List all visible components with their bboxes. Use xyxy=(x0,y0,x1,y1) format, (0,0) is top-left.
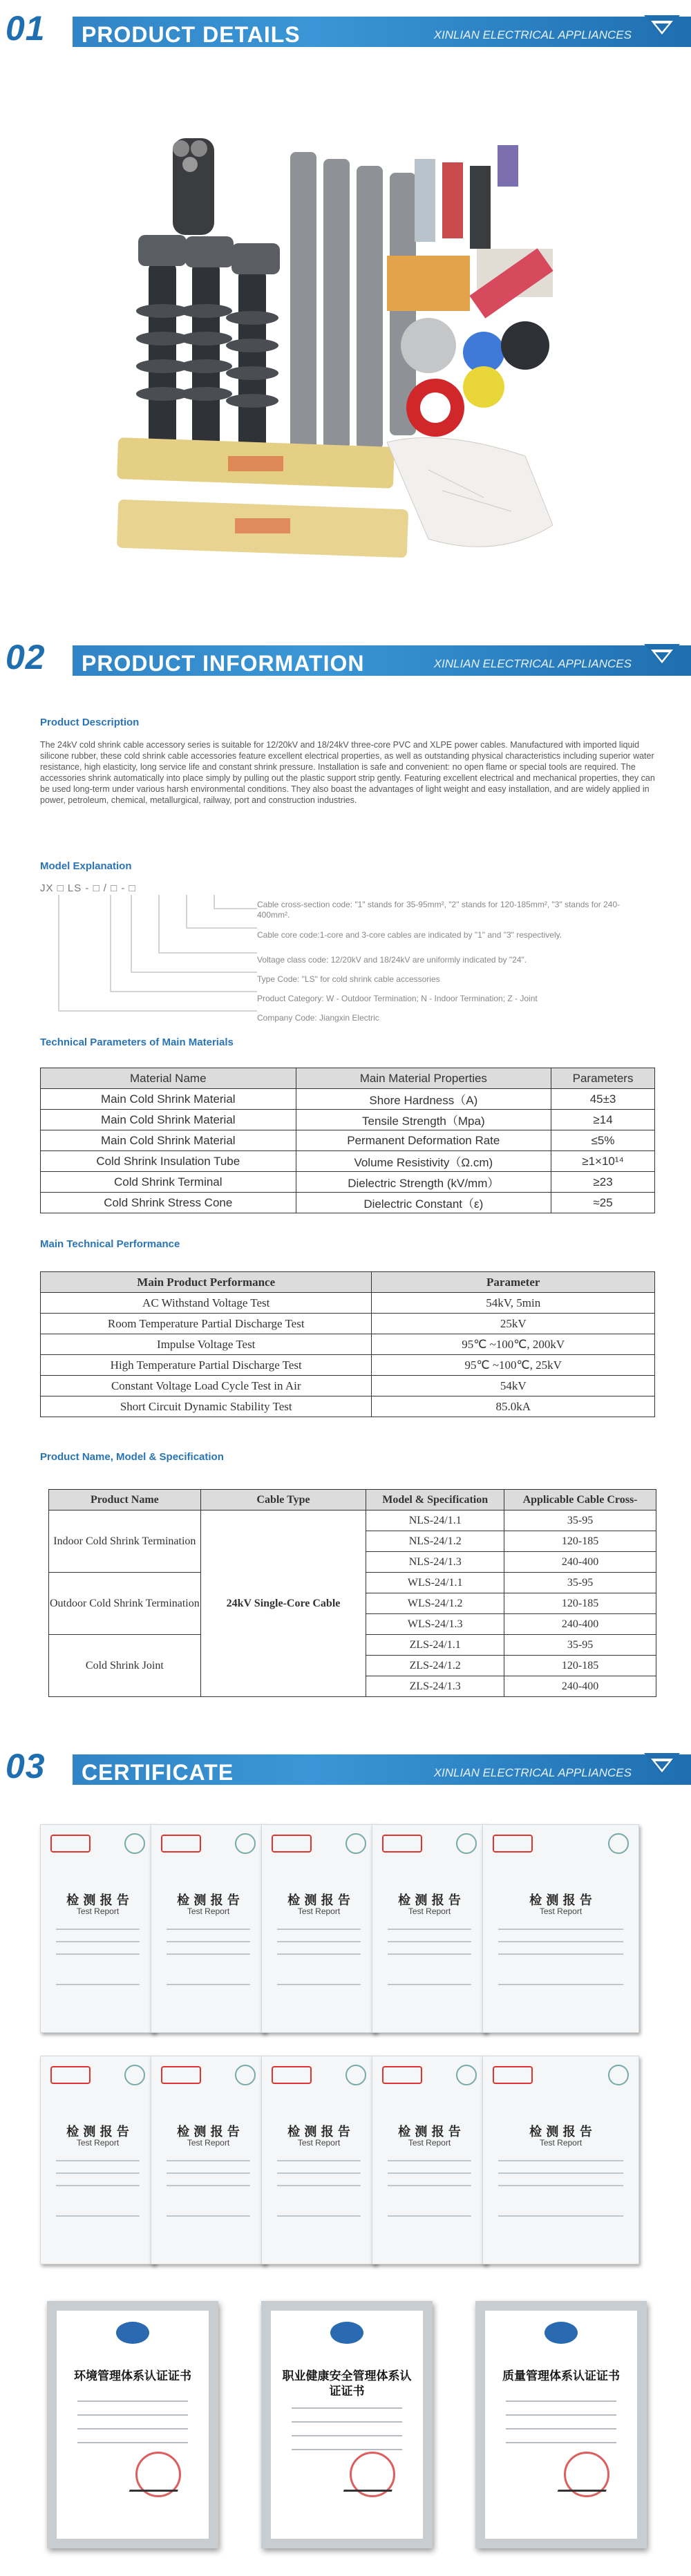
table-row: NLS-24/1.2 120-185 xyxy=(49,1531,656,1552)
table-row: Outdoor Cold Shrink Termination WLS-24/1.1 35-95 xyxy=(49,1573,656,1593)
certificate-title: 质量管理体系认证证书 xyxy=(502,2369,620,2383)
ilac-logo xyxy=(346,1833,366,1854)
cqc-logo xyxy=(116,2322,149,2344)
product-name-cell: Outdoor Cold Shrink Termination xyxy=(49,1573,201,1635)
table-row: AC Withstand Voltage Test 54kV, 5min xyxy=(41,1293,655,1314)
test-report-certificate: 检 测 报 告 Test Report xyxy=(40,2056,155,2264)
ilac-logo xyxy=(456,2065,477,2085)
product-name-cell: Indoor Cold Shrink Termination xyxy=(49,1510,201,1573)
spec-table xyxy=(48,1489,656,1697)
tech-params-heading: Technical Parameters of Main Materials xyxy=(40,1036,234,1048)
test-report-certificate: 检 测 报 告 Test Report xyxy=(372,2056,487,2264)
signature xyxy=(129,2472,185,2492)
model-note-voltage: Voltage class code: 12/20kV and 18/24kV are uniformly indicated by "24". xyxy=(257,955,527,965)
table-header: Main Material Properties xyxy=(296,1068,551,1089)
model-note-core: Cable core code:1-core and 3-core cables are indicated by "1" and "3" respectively. xyxy=(257,930,562,940)
ilac-logo xyxy=(346,2065,366,2085)
table-header: Product Name xyxy=(49,1490,201,1510)
section-subtitle: XINLIAN ELECTRICAL APPLIANCES xyxy=(433,28,632,41)
certificate-title: 环境管理体系认证证书 xyxy=(74,2369,191,2383)
test-report-certificate: 检 测 报 告 Test Report xyxy=(482,1824,639,2033)
lab-logo xyxy=(50,1835,91,1853)
table-row: Cold Shrink Insulation Tube Volume Resistivity（Ω.cm) ≥1×10¹⁴ xyxy=(41,1151,655,1172)
model-explanation-heading: Model Explanation xyxy=(40,860,132,872)
termination-kits xyxy=(136,138,280,477)
chevron-down-icon xyxy=(643,643,681,679)
model-note-company: Company Code: Jiangxin Electric xyxy=(257,1013,379,1023)
test-report-certificate: 检 测 报 告 Test Report xyxy=(151,1824,266,2033)
lab-logo xyxy=(493,1835,533,1853)
table-row: Cold Shrink Terminal Dielectric Strength (kV/mm） ≥23 xyxy=(41,1172,655,1193)
table-row: Impulse Voltage Test 95℃ ~100℃, 200kV xyxy=(41,1334,655,1355)
main-performance-heading: Main Technical Performance xyxy=(40,1238,180,1250)
section-banner-certificate xyxy=(0,1745,691,1794)
table-row: Short Circuit Dynamic Stability Test 85.0kA xyxy=(41,1396,655,1417)
section-subtitle: XINLIAN ELECTRICAL APPLIANCES xyxy=(433,1766,632,1779)
table-row: NLS-24/1.3 240-400 xyxy=(49,1552,656,1573)
spec-heading: Product Name, Model & Specification xyxy=(40,1451,224,1463)
lab-logo xyxy=(161,1835,201,1853)
model-note-category: Product Category: W - Outdoor Termination; N - Indoor Termination; Z - Joint xyxy=(257,994,538,1003)
signature xyxy=(343,2472,399,2492)
table-row: ZLS-24/1.2 120-185 xyxy=(49,1656,656,1676)
table-row: Room Temperature Partial Discharge Test 25kV xyxy=(41,1314,655,1334)
product-description-heading: Product Description xyxy=(40,717,140,728)
tech-params-table xyxy=(40,1068,655,1213)
model-note-type: Type Code: "LS" for cold shrink cable accessories xyxy=(257,974,440,984)
model-note-cross-section: Cable cross-section code: "1" stands for 35-95mm², "2" stands for 120-185mm², "3" stands for 240-400mm². xyxy=(257,900,621,920)
table-row: WLS-24/1.2 120-185 xyxy=(49,1593,656,1614)
section-banner-details xyxy=(0,7,691,57)
test-report-certificate: 检 测 报 告 Test Report xyxy=(151,2056,266,2264)
table-row: ZLS-24/1.3 240-400 xyxy=(49,1676,656,1697)
occupational-health-certificate xyxy=(261,2301,433,2548)
chevron-down-icon xyxy=(643,1752,681,1788)
ilac-logo xyxy=(235,2065,256,2085)
certificate-title: 职业健康安全管理体系认证证书 xyxy=(282,2369,412,2398)
table-header: Cable Type xyxy=(200,1490,366,1510)
section-number: 02 xyxy=(6,638,46,676)
table-row: WLS-24/1.3 240-400 xyxy=(49,1614,656,1635)
lab-logo xyxy=(161,2066,201,2084)
table-row: Main Cold Shrink Material Tensile Strength（Mpa) ≥14 xyxy=(41,1110,655,1130)
product-description-text: The 24kV cold shrink cable accessory series is suitable for 12/20kV and 18/24kV three-core PVC and XLPE power cables. Manufactured with imported liquid silicone rubber, these cold shrink cable accessories feature excellent electrical properties, as well as outstanding physical characteristics including superior water resistance, high elasticity, long service life and constant shrink pressure. Installation is safe and convenient: no open flame or special tools are required. The accessories shrink automatically into place simply by pulling out the plastic support strip gently. Featuring excellent electrical and mechanical properties, they can be used long-term under various harsh environmental conditions. They also boast the advantages of light weight and easy installation, and are widely applied in power, petroleum, chemical, metallurgical, railway, port and construction industries. xyxy=(40,740,655,805)
model-code: JX □ LS - □ / □ - □ xyxy=(40,882,136,894)
table-header: Main Product Performance xyxy=(41,1272,372,1293)
lab-logo xyxy=(493,2066,533,2084)
section-title: PRODUCT DETAILS xyxy=(82,22,301,47)
section-number: 03 xyxy=(6,1747,46,1786)
performance-table xyxy=(40,1271,655,1417)
lab-logo xyxy=(272,1835,312,1853)
table-header: Model & Specification xyxy=(366,1490,504,1510)
lab-logo xyxy=(50,2066,91,2084)
cqc-logo xyxy=(545,2322,578,2344)
model-connector-lines xyxy=(41,895,263,1026)
ilac-logo xyxy=(456,1833,477,1854)
table-header: Parameter xyxy=(372,1272,655,1293)
ilac-logo xyxy=(124,1833,145,1854)
section-title: PRODUCT INFORMATION xyxy=(82,651,365,676)
test-report-certificate: 检 测 报 告 Test Report xyxy=(261,2056,377,2264)
test-report-certificate: 检 测 报 告 Test Report xyxy=(482,2056,639,2264)
ilac-logo xyxy=(124,2065,145,2085)
table-header: Parameters xyxy=(551,1068,655,1089)
chevron-down-icon xyxy=(643,14,681,50)
table-header: Applicable Cable Cross- xyxy=(504,1490,656,1510)
section-banner-information xyxy=(0,636,691,685)
lab-logo xyxy=(272,2066,312,2084)
table-row: Indoor Cold Shrink Termination 24kV Single-Core Cable NLS-24/1.1 35-95 xyxy=(49,1510,656,1531)
cqc-logo xyxy=(330,2322,363,2344)
gloves xyxy=(387,437,553,547)
table-row: Constant Voltage Load Cycle Test in Air 54kV xyxy=(41,1376,655,1396)
cnas-logo xyxy=(608,1833,629,1854)
ilac-logo xyxy=(235,1833,256,1854)
product-name-cell: Cold Shrink Joint xyxy=(49,1635,201,1697)
section-title: CERTIFICATE xyxy=(82,1760,234,1785)
product-photo xyxy=(0,83,691,636)
cable-type-cell: 24kV Single-Core Cable xyxy=(200,1510,366,1697)
table-header: Material Name xyxy=(41,1068,296,1089)
environment-system-certificate xyxy=(47,2301,218,2548)
table-row: Cold Shrink Stress Cone Dielectric Constant（ε) ≈25 xyxy=(41,1193,655,1213)
signature xyxy=(558,2472,614,2492)
table-row: Main Cold Shrink Material Permanent Deformation Rate ≤5% xyxy=(41,1130,655,1151)
table-row: High Temperature Partial Discharge Test 95℃ ~100℃, 25kV xyxy=(41,1355,655,1376)
lab-logo xyxy=(382,1835,422,1853)
quality-system-certificate xyxy=(475,2301,647,2548)
lab-logo xyxy=(382,2066,422,2084)
table-row: Cold Shrink Joint ZLS-24/1.1 35-95 xyxy=(49,1635,656,1656)
accessory-bags xyxy=(117,437,408,558)
test-report-certificate: 检 测 报 告 Test Report xyxy=(40,1824,155,2033)
section-subtitle: XINLIAN ELECTRICAL APPLIANCES xyxy=(433,657,632,670)
cnas-logo xyxy=(608,2065,629,2085)
table-row: Main Cold Shrink Material Shore Hardness（A) 45±3 xyxy=(41,1089,655,1110)
test-report-certificate: 检 测 报 告 Test Report xyxy=(372,1824,487,2033)
test-report-certificate: 检 测 报 告 Test Report xyxy=(261,1824,377,2033)
section-number: 01 xyxy=(6,9,46,48)
